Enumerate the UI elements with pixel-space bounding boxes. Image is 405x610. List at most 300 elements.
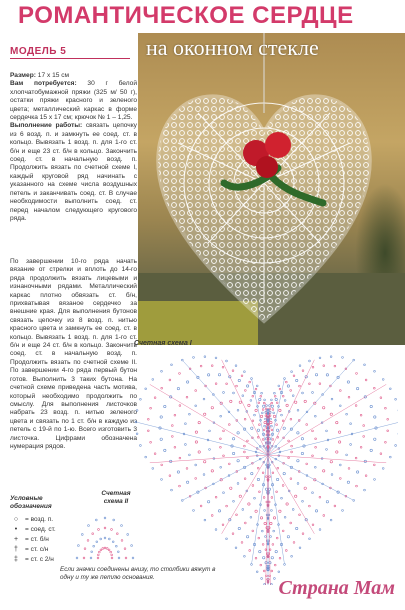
diagram-stitch bbox=[285, 381, 287, 383]
diagram-stitch bbox=[110, 551, 112, 553]
diagram-stitch bbox=[323, 365, 325, 367]
legend-row bbox=[10, 555, 70, 565]
chain-stitch-icon: ○ bbox=[13, 516, 19, 523]
diagram-stitch bbox=[290, 478, 292, 480]
diagram-stitch bbox=[263, 402, 265, 404]
diagram-stitch bbox=[121, 540, 123, 542]
diagram-stitch bbox=[330, 519, 332, 521]
diagram-stitch bbox=[195, 405, 197, 407]
diagram-stitch bbox=[255, 510, 257, 512]
diagram-stitch bbox=[279, 557, 281, 559]
heart-illustration bbox=[138, 33, 405, 345]
diagram-stitch bbox=[200, 505, 202, 507]
diagram-stitch bbox=[220, 466, 222, 468]
diagram-stitch bbox=[373, 387, 375, 389]
diagram-stitch bbox=[291, 371, 293, 373]
diagram-stitch bbox=[92, 533, 94, 535]
diagram-stitch bbox=[132, 557, 134, 559]
legend-label: = возд. п. bbox=[25, 516, 54, 523]
diagram-stitch bbox=[319, 529, 321, 531]
diagram-stitch bbox=[346, 413, 348, 415]
diagram-stitch bbox=[90, 557, 92, 559]
diagram-stitch bbox=[275, 550, 277, 552]
diagram-stitch bbox=[140, 445, 142, 447]
diagram-stitch bbox=[314, 415, 316, 417]
diagram-stitch bbox=[154, 397, 156, 399]
diagram-note: Если значки соединены внизу, то столбики вяжут в одну и ту же петлю основания. bbox=[60, 566, 216, 581]
diagram-stitch bbox=[244, 390, 246, 392]
diagram-stitch bbox=[235, 365, 237, 367]
diagram-stitch bbox=[360, 414, 362, 416]
diagram-stitch bbox=[209, 430, 211, 432]
diagram-stitch bbox=[147, 418, 149, 420]
diagram-stitch bbox=[211, 515, 213, 517]
diagram-stitch bbox=[276, 537, 278, 539]
diagram-stitch bbox=[179, 405, 181, 407]
legend-label: = соед. ст. bbox=[25, 526, 56, 533]
diagram-stitch bbox=[263, 405, 265, 407]
diagram-spoke bbox=[137, 422, 268, 455]
diagram-spoke bbox=[268, 384, 386, 455]
diagram-stitch bbox=[271, 425, 273, 427]
diagram-stitch bbox=[255, 557, 257, 559]
yellow-object bbox=[138, 301, 258, 345]
legend bbox=[10, 495, 70, 565]
diagram-stitch bbox=[264, 522, 266, 524]
diagram-stitch bbox=[295, 401, 297, 403]
diagram-stitch bbox=[326, 449, 328, 451]
diagram-spoke bbox=[268, 455, 386, 463]
diagram-stitch bbox=[115, 545, 117, 547]
diagram-stitch bbox=[259, 550, 261, 552]
diagram-stitch bbox=[193, 357, 195, 359]
diagram-stitch bbox=[160, 416, 162, 418]
diagram-stitch bbox=[347, 381, 349, 383]
diagram-stitch bbox=[125, 557, 127, 559]
diagram-stitch bbox=[228, 424, 230, 426]
diagram-stitch bbox=[262, 472, 264, 474]
diagram-stitch bbox=[273, 415, 275, 417]
diagram-stitch bbox=[292, 509, 294, 511]
diagram-stitch bbox=[365, 475, 367, 477]
diagram-stitch bbox=[312, 492, 314, 494]
diagram-stitch bbox=[91, 551, 93, 553]
diagram-stitch bbox=[259, 398, 261, 400]
legend-heading: Условные обозначения bbox=[10, 495, 52, 510]
diagram-stitch bbox=[226, 505, 228, 507]
needs-label: Вам потребуется: bbox=[10, 80, 77, 88]
diagram-stitch bbox=[257, 478, 259, 480]
diagram-stitch bbox=[262, 439, 264, 441]
diagram-stitch bbox=[326, 430, 328, 432]
diagram-stitch bbox=[302, 500, 304, 502]
diagram-stitch bbox=[265, 418, 267, 420]
diagram-stitch bbox=[204, 356, 206, 358]
diagram-stitch bbox=[387, 430, 389, 432]
diagram-stitch bbox=[279, 510, 281, 512]
diagram-stitch bbox=[274, 578, 276, 580]
diagram-stitch bbox=[326, 501, 328, 503]
diagram-stitch bbox=[247, 457, 249, 459]
diagram-stitch bbox=[315, 374, 317, 376]
diagram-stitch bbox=[283, 427, 285, 429]
diagram-stitch bbox=[288, 457, 290, 459]
work-value: связать цепочку из 6 возд. п. и замкнуть ее соед. ст. в кольцо. Вывязать 1 возд. п. для 1-го ст. б/н и еще 23 ст. б/н в кольцо. Закончить соед. ст. в начальную возд. п. Продолжить вязать по счетной схеме I, каждый круговой ряд начинать с указанного на схеме числа воздушных петель и заканчивать соед. ст. В случае необходимости выполнить соед. ст. перед началом следующего кругового ряда. bbox=[10, 122, 137, 222]
diagram-stitch bbox=[169, 379, 171, 381]
diagram-stitch bbox=[131, 545, 133, 547]
diagram-stitch bbox=[195, 478, 197, 480]
diagram-stitch bbox=[254, 497, 256, 499]
diagram-stitch bbox=[232, 452, 234, 454]
diagram-stitch bbox=[232, 533, 234, 535]
diagram-stitch bbox=[113, 519, 115, 521]
diagram-stitch bbox=[263, 557, 265, 559]
diagram-stitch bbox=[220, 446, 222, 448]
diagram-stitch bbox=[277, 467, 279, 469]
diagram-stitch bbox=[330, 461, 332, 463]
diagram-stitch bbox=[309, 360, 311, 362]
diagram-stitch bbox=[76, 557, 78, 559]
diagram-stitch bbox=[271, 429, 273, 431]
diagram-stitch bbox=[312, 430, 314, 432]
rose-bud-3 bbox=[256, 156, 278, 178]
diagram-stitch bbox=[164, 405, 166, 407]
diagram-stitch bbox=[319, 496, 321, 498]
diagram-stitch bbox=[117, 551, 119, 553]
diagram-stitch bbox=[218, 510, 220, 512]
diagram-stitch bbox=[244, 418, 246, 420]
diagram-stitch bbox=[278, 571, 280, 573]
model-label: МОДЕЛЬ 5 bbox=[10, 46, 67, 57]
diagram-small-title: Счетная схема II bbox=[101, 490, 131, 505]
diagram-stitch bbox=[272, 439, 274, 441]
diagram-stitch bbox=[264, 510, 266, 512]
diagram-stitch bbox=[257, 436, 259, 438]
diagram-stitch bbox=[171, 436, 173, 438]
diagram-stitch bbox=[230, 487, 232, 489]
diagram-stitch bbox=[260, 517, 262, 519]
diagram-stitch bbox=[215, 496, 217, 498]
diagram-stitch bbox=[265, 536, 267, 538]
diagram-stitch bbox=[276, 424, 278, 426]
diagram-stitch bbox=[356, 485, 358, 487]
diagram-stitch bbox=[373, 464, 375, 466]
diagram-stitch bbox=[380, 453, 382, 455]
diagram-stitch bbox=[348, 468, 350, 470]
diagram-stitch bbox=[278, 385, 280, 387]
diagram-stitch bbox=[282, 485, 284, 487]
diagram-spoke bbox=[268, 379, 284, 455]
diagram-stitch bbox=[226, 383, 228, 385]
watermark: Страна Мам bbox=[278, 577, 395, 599]
legend-row bbox=[10, 515, 70, 525]
diagram-stitch bbox=[179, 373, 181, 375]
diagram-stitch bbox=[251, 564, 253, 566]
diagram-stitch bbox=[222, 524, 224, 526]
diagram-stitch bbox=[309, 383, 311, 385]
diagram-stitch bbox=[299, 385, 301, 387]
diagram-stitch bbox=[81, 534, 83, 536]
diagram-stitch bbox=[301, 452, 303, 454]
article-continuation: По завершении 10-го ряда начать вязание от стрелки и вплоть до 14-го ряда продолжить вязать лицевыми и изнаночными рядами. Металлический каркас плотно обвязать ст. б/н, прихватывая вязаное сердечко за внешние края. Для выполнения бутонов связать цепочку из 8 возд. п. нитью красного цвета и замкнуть ее соед. ст. в кольцо. Вывязать 1 возд. п. для 1-го ст. б/н и еще 24 ст. б/н в кольцо. Закончить соед. ст. в начальную возд. п. Продолжить вязать по счетной схеме II. По завершении 4-го ряда первый бутон готов. Выполнить 3 таких бутона. На счетной схеме приведена часть мотива, который необходимо продолжить по смыслу. Для выполнения листочков набрать 23 возд. п. нитью зеленого цвета и связать по 1 ст. б/н в каждую из петель с 19-й по 1-ю. Всего изготовить 3 листочка. Цифрами обозначена нумерация рядов. bbox=[10, 258, 137, 450]
diagram-stitch bbox=[177, 471, 179, 473]
diagram-stitch bbox=[207, 374, 209, 376]
diagram-stitch bbox=[288, 440, 290, 442]
diagram-stitch bbox=[226, 360, 228, 362]
diagram-stitch bbox=[266, 501, 268, 503]
diagram-stitch bbox=[287, 536, 289, 538]
single-crochet-icon: + bbox=[13, 536, 19, 543]
diagram-stitch bbox=[257, 467, 259, 469]
needs-value: 30 г белой хлопчатобумажной пряжи (325 м/ 50 г), остатки пряжи красного и зеленого цвета; металлический каркас в форме сердечка 15 x 17 см; крючок № 1 – 1,25. bbox=[10, 80, 137, 122]
diagram-spoke bbox=[252, 455, 268, 564]
diagram-stitch bbox=[218, 374, 220, 376]
treble-crochet-icon: ‡ bbox=[14, 556, 18, 563]
diagram-stitch bbox=[223, 392, 225, 394]
diagram-spoke bbox=[150, 384, 268, 455]
diagram-stitch bbox=[189, 454, 191, 456]
diagram-stitch bbox=[232, 438, 234, 440]
diagram-stitch bbox=[228, 463, 230, 465]
diagram-stitch bbox=[256, 385, 258, 387]
diagram-stitch bbox=[98, 529, 100, 531]
diagram-stitch bbox=[331, 474, 333, 476]
diagram-stitch bbox=[295, 495, 297, 497]
diagram-stitch bbox=[152, 468, 154, 470]
diagram-stitch bbox=[244, 555, 246, 557]
diagram-stitch bbox=[215, 357, 217, 359]
diagram-stitch bbox=[104, 537, 106, 539]
model-divider bbox=[10, 58, 130, 59]
diagram-stitch bbox=[95, 519, 97, 521]
diagram-stitch bbox=[331, 398, 333, 400]
diagram-stitch bbox=[93, 545, 95, 547]
diagram-stitch bbox=[283, 472, 285, 474]
diagram-stitch bbox=[296, 527, 298, 529]
article-text bbox=[10, 72, 137, 223]
diagram-stitch bbox=[121, 525, 123, 527]
diagram-stitch bbox=[108, 538, 110, 540]
diagram-stitch bbox=[252, 530, 254, 532]
diagram-stitch bbox=[301, 438, 303, 440]
diagram-stitch bbox=[304, 487, 306, 489]
diagram-stitch bbox=[290, 418, 292, 420]
diagram-stitch bbox=[230, 400, 232, 402]
diagram-stitch bbox=[272, 544, 274, 546]
diagram-stitch bbox=[145, 456, 147, 458]
diagram-stitch bbox=[215, 383, 217, 385]
diagram-stitch bbox=[338, 441, 340, 443]
diagram-stitch bbox=[207, 501, 209, 503]
diagram-stitch bbox=[342, 510, 344, 512]
diagram-stitch bbox=[261, 392, 263, 394]
diagram-stitch bbox=[306, 463, 308, 465]
diagram-stitch bbox=[290, 522, 292, 524]
diagram-stitch bbox=[364, 364, 366, 366]
size-value: 17 x 15 см bbox=[37, 72, 70, 79]
diagram-main-title: Счетная схема I bbox=[134, 340, 192, 347]
diagram-stitch bbox=[272, 472, 274, 474]
diagram-stitch bbox=[185, 444, 187, 446]
page-title: РОМАНТИЧЕСКОЕ СЕРДЦЕ bbox=[18, 2, 354, 29]
diagram-stitch bbox=[215, 529, 217, 531]
diagram-stitch bbox=[290, 390, 292, 392]
diagram-stitch bbox=[244, 371, 246, 373]
diagram-stitch bbox=[161, 479, 163, 481]
diagram-stitch bbox=[355, 405, 357, 407]
diagram-stitch bbox=[260, 564, 262, 566]
diagram-stitch bbox=[255, 388, 257, 390]
diagram-stitch bbox=[244, 478, 246, 480]
diagram-stitch bbox=[382, 379, 384, 381]
diagram-stitch bbox=[338, 431, 340, 433]
diagram-stitch bbox=[179, 485, 181, 487]
diagram-stitch bbox=[261, 578, 263, 580]
diagram-stitch bbox=[257, 429, 259, 431]
diagram-stitch bbox=[171, 364, 173, 366]
diagram-stitch bbox=[174, 446, 176, 448]
size-label: Размер: bbox=[10, 72, 36, 79]
diagram-stitch bbox=[287, 385, 289, 387]
diagram-stitch bbox=[150, 441, 152, 443]
diagram-stitch bbox=[264, 421, 266, 423]
diagram-stitch bbox=[111, 554, 113, 556]
diagram-stitch bbox=[111, 529, 113, 531]
diagram-stitch bbox=[314, 466, 316, 468]
diagram-stitch bbox=[233, 392, 235, 394]
diagram-stitch bbox=[348, 396, 350, 398]
diagram-stitch bbox=[264, 399, 266, 401]
diagram-stitch bbox=[271, 570, 273, 572]
diagram-stitch bbox=[186, 481, 188, 483]
diagram-stitch bbox=[350, 423, 352, 425]
diagram-stitch bbox=[279, 409, 281, 411]
diagram-stitch bbox=[186, 396, 188, 398]
diagram-stitch bbox=[291, 555, 293, 557]
diagram-stitch bbox=[339, 464, 341, 466]
diagram-stitch bbox=[236, 385, 238, 387]
diagram-stitch bbox=[204, 519, 206, 521]
diagram-stitch bbox=[258, 402, 260, 404]
diagram-stitch bbox=[198, 451, 200, 453]
diagram-stitch bbox=[124, 548, 126, 550]
diagram-stitch bbox=[273, 412, 275, 414]
diagram-stitch bbox=[104, 527, 106, 529]
diagram-stitch bbox=[276, 478, 278, 480]
diagram-stitch bbox=[100, 549, 102, 551]
diagram-stitch bbox=[291, 451, 293, 453]
diagram-stitch bbox=[297, 409, 299, 411]
diagram-stitch bbox=[150, 407, 152, 409]
diagram-stitch bbox=[323, 407, 325, 409]
diagram-stitch bbox=[264, 583, 266, 585]
diagram-stitch bbox=[78, 545, 80, 547]
diagram-stitch bbox=[323, 470, 325, 472]
diagram-stitch bbox=[346, 454, 348, 456]
diagram-stitch bbox=[304, 400, 306, 402]
diagram-spoke bbox=[268, 455, 284, 564]
diagram-stitch bbox=[326, 374, 328, 376]
diagram-stitch bbox=[309, 538, 311, 540]
diagram-stitch bbox=[232, 370, 234, 372]
diagram-stitch bbox=[385, 441, 387, 443]
diagram-stitch bbox=[395, 398, 397, 400]
diagram-stitch bbox=[284, 400, 286, 402]
diagram-stitch bbox=[181, 500, 183, 502]
diagram-stitch bbox=[203, 474, 205, 476]
legend-label: = ст. с/н bbox=[25, 546, 49, 553]
diagram-stitch bbox=[255, 409, 257, 411]
diagram-stitch bbox=[355, 457, 357, 459]
diagram-stitch bbox=[297, 483, 299, 485]
diagram-stitch bbox=[315, 510, 317, 512]
diagram-stitch bbox=[209, 449, 211, 451]
diagram-stitch bbox=[164, 449, 166, 451]
diagram-stitch bbox=[263, 429, 265, 431]
diagram-stitch bbox=[247, 440, 249, 442]
diagram-stitch bbox=[97, 554, 99, 556]
diagram-stitch bbox=[274, 392, 276, 394]
diagram-stitch bbox=[263, 570, 265, 572]
diagram-stitch bbox=[389, 456, 391, 458]
diagram-stitch bbox=[145, 388, 147, 390]
diagram-stitch bbox=[161, 370, 163, 372]
diagram-stitch bbox=[127, 534, 129, 536]
diagram-stitch bbox=[309, 505, 311, 507]
diagram-spoke bbox=[268, 360, 314, 455]
diagram-stitch bbox=[271, 497, 273, 499]
diagram-stitch bbox=[250, 400, 252, 402]
diagram-stitch bbox=[365, 379, 367, 381]
diagram-stitch bbox=[238, 379, 240, 381]
diagram-stitch bbox=[226, 538, 228, 540]
diagram-stitch bbox=[100, 538, 102, 540]
diagram-stitch bbox=[239, 495, 241, 497]
diagram-stitch bbox=[275, 398, 277, 400]
work-label: Выполнение работы: bbox=[10, 122, 83, 130]
diagram-stitch bbox=[241, 375, 243, 377]
diagram-stitch bbox=[339, 405, 341, 407]
diagram-stitch bbox=[282, 530, 284, 532]
diagram-stitch bbox=[374, 416, 376, 418]
diagram-stitch bbox=[342, 357, 344, 359]
diagram-stitch bbox=[237, 483, 239, 485]
diagram-stitch bbox=[279, 388, 281, 390]
diagram-stitch bbox=[104, 517, 106, 519]
diagram-stitch bbox=[284, 516, 286, 518]
diagram-stitch bbox=[189, 413, 191, 415]
diagram-stitch bbox=[285, 550, 287, 552]
diagram-stitch bbox=[261, 412, 263, 414]
diagram-stitch bbox=[299, 547, 301, 549]
diagram-stitch bbox=[246, 536, 248, 538]
diagram-stitch bbox=[248, 404, 250, 406]
diagram-stitch bbox=[292, 395, 294, 397]
diagram-stitch bbox=[203, 398, 205, 400]
diagram-stitch bbox=[395, 445, 397, 447]
diagram-stitch bbox=[330, 413, 332, 415]
diagram-stitch bbox=[356, 471, 358, 473]
diagram-stitch bbox=[238, 527, 240, 529]
legend-label: = ст. с 2/н bbox=[25, 556, 54, 563]
diagram-spoke bbox=[268, 422, 398, 455]
diagram-stitch bbox=[244, 451, 246, 453]
diagram-stitch bbox=[271, 510, 273, 512]
diagram-stitch bbox=[235, 547, 237, 549]
diagram-stitch bbox=[186, 381, 188, 383]
diagram-stitch bbox=[268, 501, 270, 503]
diagram-stitch bbox=[336, 451, 338, 453]
